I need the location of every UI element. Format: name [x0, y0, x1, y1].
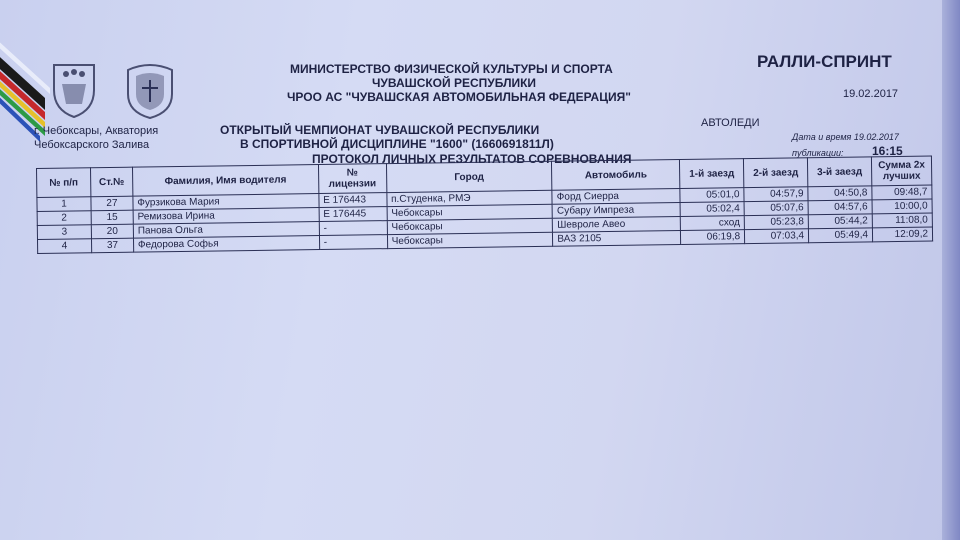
cell-run-2: 05:23,8	[744, 215, 808, 230]
cell-run-2: 05:07,6	[744, 201, 808, 216]
cell-driver-name: Фурзикова Мария	[133, 194, 319, 211]
ministry-line-1: МИНИСТЕРСТВО ФИЗИЧЕСКОЙ КУЛЬТУРЫ И СПОРТА	[290, 62, 613, 76]
col-header-run-3: 3-й заезд	[807, 157, 871, 187]
col-header-best-two-sum: Сумма 2х лучших	[871, 156, 931, 186]
cell-run-1: 05:01,0	[680, 188, 744, 203]
cell-best-two-sum: 12:09,2	[872, 227, 932, 242]
cell-license: Е 176443	[319, 193, 387, 208]
cell-best-two-sum: 09:48,7	[872, 185, 932, 200]
cell-run-3: 05:49,4	[808, 228, 872, 243]
cell-run-2: 04:57,9	[744, 187, 808, 202]
cell-driver-name: Федорова Софья	[133, 236, 319, 253]
cell-start-number: 37	[91, 238, 133, 253]
cell-run-1: 06:19,8	[681, 230, 745, 245]
championship-line-1: ОТКРЫТЫЙ ЧЕМПИОНАТ ЧУВАШСКОЙ РЕСПУБЛИКИ	[220, 123, 540, 137]
category-label: АВТОЛЕДИ	[701, 117, 760, 129]
cell-car: Шевроле Авео	[553, 217, 681, 233]
cell-car: Форд Сиерра	[552, 189, 680, 205]
location-line-2: Чебоксарского Залива	[34, 139, 150, 151]
col-header-driver-name: Фамилия, Имя водителя	[132, 165, 318, 197]
col-header-car: Автомобиль	[552, 160, 680, 191]
cell-place: 1	[37, 197, 91, 212]
event-type-title: РАЛЛИ-СПРИНТ	[757, 52, 892, 71]
col-header-run-1: 1-й заезд	[680, 159, 744, 189]
cell-city: Чебоксары	[387, 232, 553, 248]
publish-datetime-label: Дата и время 19.02.2017	[792, 132, 899, 142]
cell-best-two-sum: 10:00,0	[872, 199, 932, 214]
cell-place: 2	[37, 211, 91, 226]
col-header-place: № п/п	[37, 168, 91, 198]
cell-city: Чебоксары	[387, 204, 553, 220]
cell-start-number: 27	[91, 196, 133, 211]
cell-license: -	[319, 221, 387, 236]
cell-license: -	[319, 235, 387, 250]
location-line-1: г. Чебоксары, Акватория	[34, 125, 159, 137]
cell-run-1: 05:02,4	[680, 202, 744, 217]
cell-city: Чебоксары	[387, 218, 553, 234]
cell-run-1: сход	[680, 216, 744, 231]
cell-best-two-sum: 11:08,0	[872, 213, 932, 228]
cell-car: ВАЗ 2105	[553, 231, 681, 247]
cell-run-3: 04:57,6	[808, 200, 872, 215]
cell-license: Е 176445	[319, 207, 387, 222]
cell-driver-name: Ремизова Ирина	[133, 208, 319, 225]
cell-start-number: 15	[91, 210, 133, 225]
ministry-line-2: ЧУВАШСКОЙ РЕСПУБЛИКИ	[372, 76, 537, 90]
cell-place: 4	[37, 239, 91, 254]
results-table	[36, 155, 933, 254]
cell-place: 3	[37, 225, 91, 240]
col-header-start-number: Ст.№	[90, 167, 132, 197]
event-date: 19.02.2017	[843, 88, 899, 100]
cell-run-2: 07:03,4	[745, 229, 809, 244]
page-edge-shadow	[942, 0, 960, 540]
cell-driver-name: Панова Ольга	[133, 222, 319, 239]
protocol-title: ПРОТОКОЛ ЛИЧНЫХ РЕЗУЛЬТАТОВ СОРЕВНОВАНИЯ	[312, 152, 632, 166]
federation-emblem-icon	[120, 60, 180, 120]
col-header-run-2: 2-й заезд	[744, 158, 808, 188]
cell-car: Субару Импреза	[552, 203, 680, 219]
publish-label: публикации:	[792, 148, 844, 158]
cell-city: п.Студенка, РМЭ	[387, 190, 553, 206]
championship-line-2: В СПОРТИВНОЙ ДИСЦИПЛИНЕ "1600" (1660691811Л)	[240, 137, 554, 151]
col-header-city: Город	[386, 161, 552, 192]
chuvash-coat-of-arms-icon	[44, 60, 104, 120]
cell-start-number: 20	[91, 224, 133, 239]
ministry-line-3: ЧРОО АС "ЧУВАШСКАЯ АВТОМОБИЛЬНАЯ ФЕДЕРАЦИЯ"	[287, 90, 631, 104]
cell-run-3: 05:44,2	[808, 214, 872, 229]
cell-run-3: 04:50,8	[808, 186, 872, 201]
publish-time: 16:15	[872, 144, 903, 158]
col-header-license: № лицензии	[318, 164, 386, 194]
